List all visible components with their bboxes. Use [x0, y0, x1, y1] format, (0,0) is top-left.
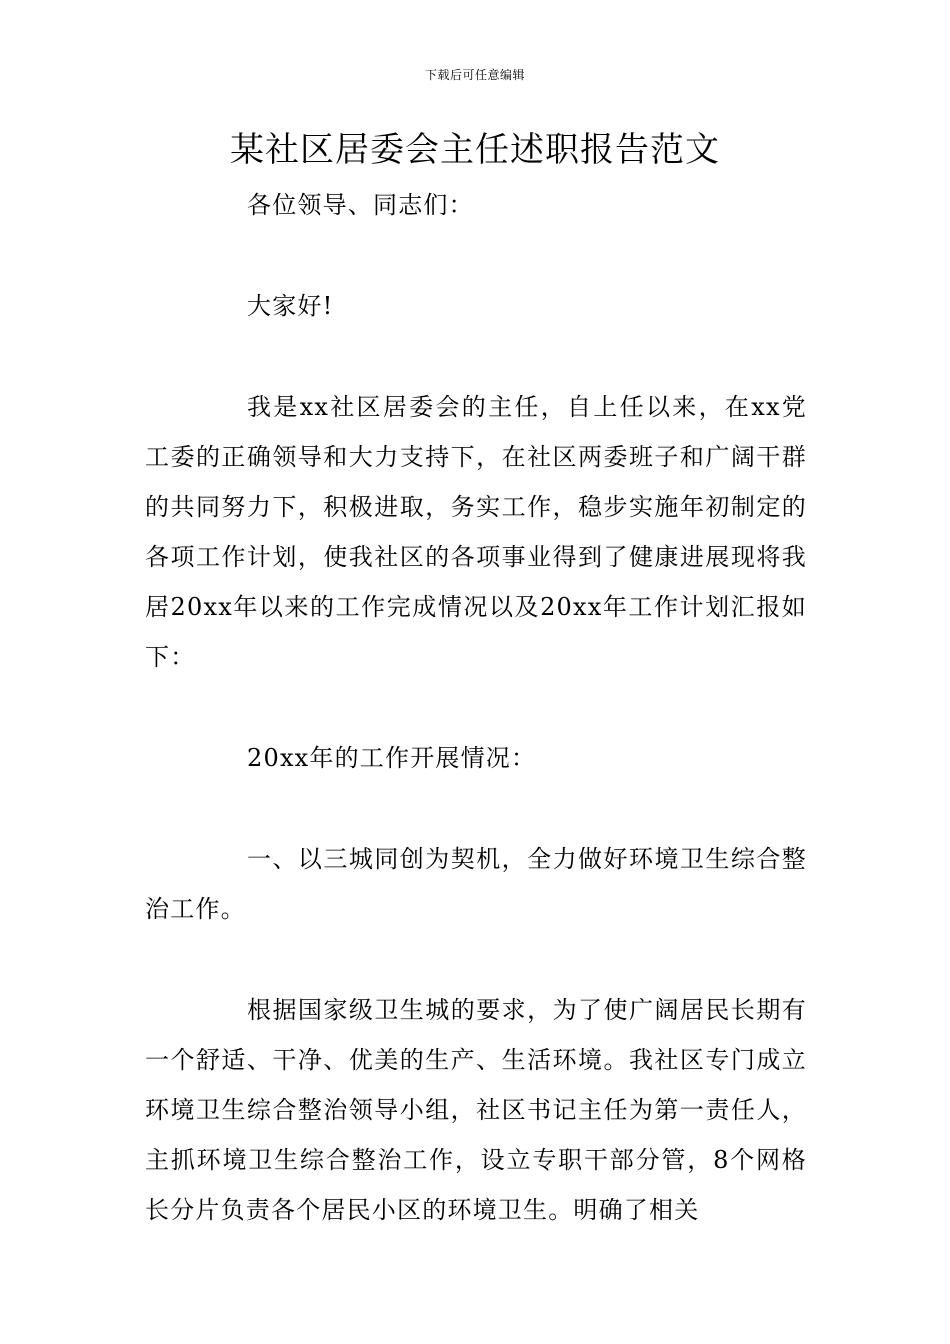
document-title: 某社区居委会主任述职报告范文 [230, 130, 720, 170]
salutation-paragraph: 各位领导、同志们： [247, 191, 474, 219]
section-heading: 20xx年的工作开展情况： [247, 744, 537, 772]
subsection-heading: 一、以三城同创为契机，全力做好环境卫生综合整治工作。 [145, 845, 807, 923]
content-paragraph: 根据国家级卫生城的要求，为了使广阔居民长期有一个舒适、干净、优美的生产、生活环境。我社区专门成立环境卫生综合整治领导小组，社区书记主任为第一责任人，主抓环境卫生综合整治工作，设立专职干部分管，8个网格长分片负责各个居民小区的环境卫生。明确了相关 [145, 996, 807, 1224]
intro-paragraph: 我是xx社区居委会的主任，自上任以来，在xx党工委的正确领导和大力支持下，在社区两委班子和广阔干群的共同努力下，积极进取，务实工作，稳步实施年初制定的各项工作计划，使我社区的各项事业得到了健康进展现将我居20xx年以来的工作完成情况以及20xx年工作计划汇报如下： [145, 393, 807, 671]
header-note: 下载后可任意编辑 [424, 68, 525, 82]
greeting-paragraph: 大家好! [247, 292, 334, 320]
document-body [145, 180, 807, 1235]
